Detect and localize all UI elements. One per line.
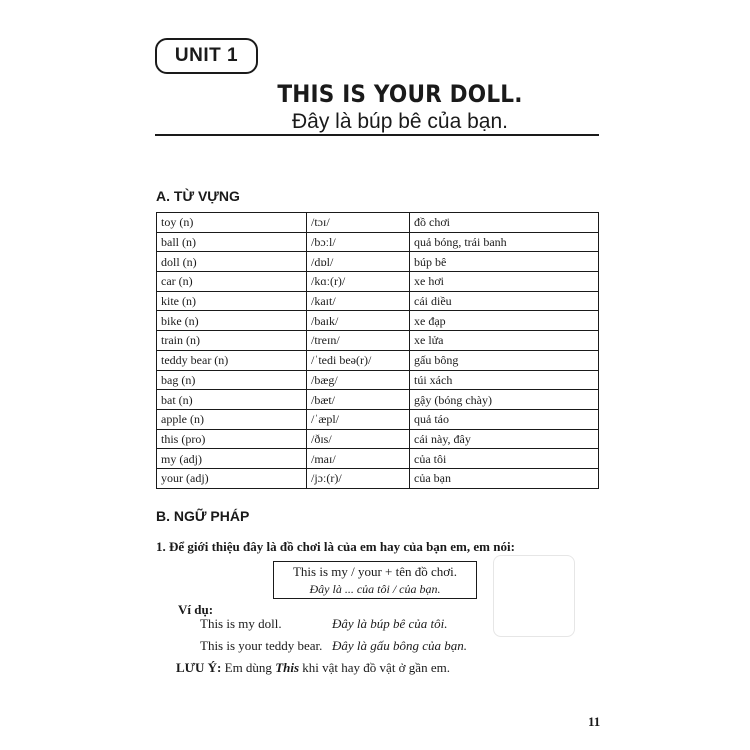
vocab-word: this (pro) — [157, 429, 307, 449]
vocab-ipa: /kaɪt/ — [307, 291, 410, 311]
formula-text: This is my / your + tên đồ chơi. — [292, 564, 458, 579]
vocab-meaning: cái này, đây — [410, 429, 599, 449]
table-row — [157, 213, 599, 233]
note-post: khi vật hay đồ vật ở gần em. — [302, 660, 450, 675]
example-1-vi: Đây là búp bê của tôi. — [332, 616, 448, 631]
section-a-heading: A. TỪ VỰNG — [156, 188, 240, 204]
example-1-en: This is my doll. — [200, 616, 282, 631]
vocab-word: teddy bear (n) — [157, 350, 307, 370]
vocab-word: car (n) — [157, 272, 307, 292]
vocab-word: toy (n) — [157, 213, 307, 233]
vocab-word: bat (n) — [157, 390, 307, 410]
note-line — [176, 660, 450, 676]
table-row — [157, 468, 599, 488]
vocab-word: bag (n) — [157, 370, 307, 390]
vocab-meaning: xe đạp — [410, 311, 599, 331]
grammar-point-1: 1. Để giới thiệu đây là đồ chơi là của em hay của bạn em, em nói: — [156, 539, 515, 554]
vocab-ipa: /ˈæpl/ — [307, 409, 410, 429]
table-row — [157, 252, 599, 272]
unit-badge: UNIT 1 — [155, 38, 258, 74]
vocab-meaning: quả bóng, trái banh — [410, 232, 599, 252]
bleed-through-image — [493, 555, 575, 637]
vocab-ipa: /dɒl/ — [307, 252, 410, 272]
note-label: LƯU Ý: — [176, 660, 222, 675]
note-keyword: This — [275, 660, 300, 675]
vocab-ipa: /treɪn/ — [307, 331, 410, 351]
table-row — [157, 429, 599, 449]
vocab-meaning: cái diều — [410, 291, 599, 311]
lesson-title: THIS IS YOUR DOLL. — [277, 80, 523, 108]
vocab-meaning: của bạn — [410, 468, 599, 488]
vocab-ipa: /bæg/ — [307, 370, 410, 390]
vocab-meaning: của tôi — [410, 449, 599, 469]
vocab-meaning: túi xách — [410, 370, 599, 390]
vocab-word: bike (n) — [157, 311, 307, 331]
formula-translation: Đây là ... của tôi / của bạn. — [309, 582, 441, 596]
vocab-ipa: /jɔː(r)/ — [307, 468, 410, 488]
vocab-ipa: /kɑː(r)/ — [307, 272, 410, 292]
note-pre: Em dùng — [224, 660, 272, 675]
table-row — [157, 390, 599, 410]
table-row — [157, 311, 599, 331]
table-row — [157, 272, 599, 292]
vocab-ipa: /bæt/ — [307, 390, 410, 410]
vocab-ipa: /ðɪs/ — [307, 429, 410, 449]
vocab-meaning: gậy (bóng chày) — [410, 390, 599, 410]
table-row — [157, 232, 599, 252]
table-row — [157, 449, 599, 469]
vocab-word: kite (n) — [157, 291, 307, 311]
title-divider — [155, 134, 599, 136]
vocab-meaning: búp bê — [410, 252, 599, 272]
vocab-word: train (n) — [157, 331, 307, 351]
vocab-word: ball (n) — [157, 232, 307, 252]
vocabulary-table — [156, 212, 599, 489]
vocab-ipa: /tɔɪ/ — [307, 213, 410, 233]
vocab-meaning: xe hơi — [410, 272, 599, 292]
table-row — [157, 409, 599, 429]
vocab-meaning: xe lửa — [410, 331, 599, 351]
vocab-word: doll (n) — [157, 252, 307, 272]
vocab-word: my (adj) — [157, 449, 307, 469]
page-number: 11 — [588, 714, 601, 729]
table-row — [157, 370, 599, 390]
vocab-word: your (adj) — [157, 468, 307, 488]
vocab-ipa: /bɔːl/ — [307, 232, 410, 252]
vocab-meaning: đồ chơi — [410, 213, 599, 233]
vocab-ipa: /baɪk/ — [307, 311, 410, 331]
formula-box — [273, 561, 477, 599]
vocab-meaning: gấu bông — [410, 350, 599, 370]
table-row — [157, 291, 599, 311]
section-b-heading: B. NGỮ PHÁP — [156, 508, 250, 524]
vocab-ipa: /maɪ/ — [307, 449, 410, 469]
lesson-subtitle: Đây là búp bê của bạn. — [292, 110, 508, 133]
vocab-meaning: quả táo — [410, 409, 599, 429]
vocab-word: apple (n) — [157, 409, 307, 429]
table-row — [157, 350, 599, 370]
table-row — [157, 331, 599, 351]
example-2-vi: Đây là gấu bông của bạn. — [332, 638, 468, 653]
example-label: Ví dụ: — [178, 602, 214, 617]
vocab-ipa: /ˈtedi beə(r)/ — [307, 350, 410, 370]
example-2-en: This is your teddy bear. — [200, 638, 323, 653]
